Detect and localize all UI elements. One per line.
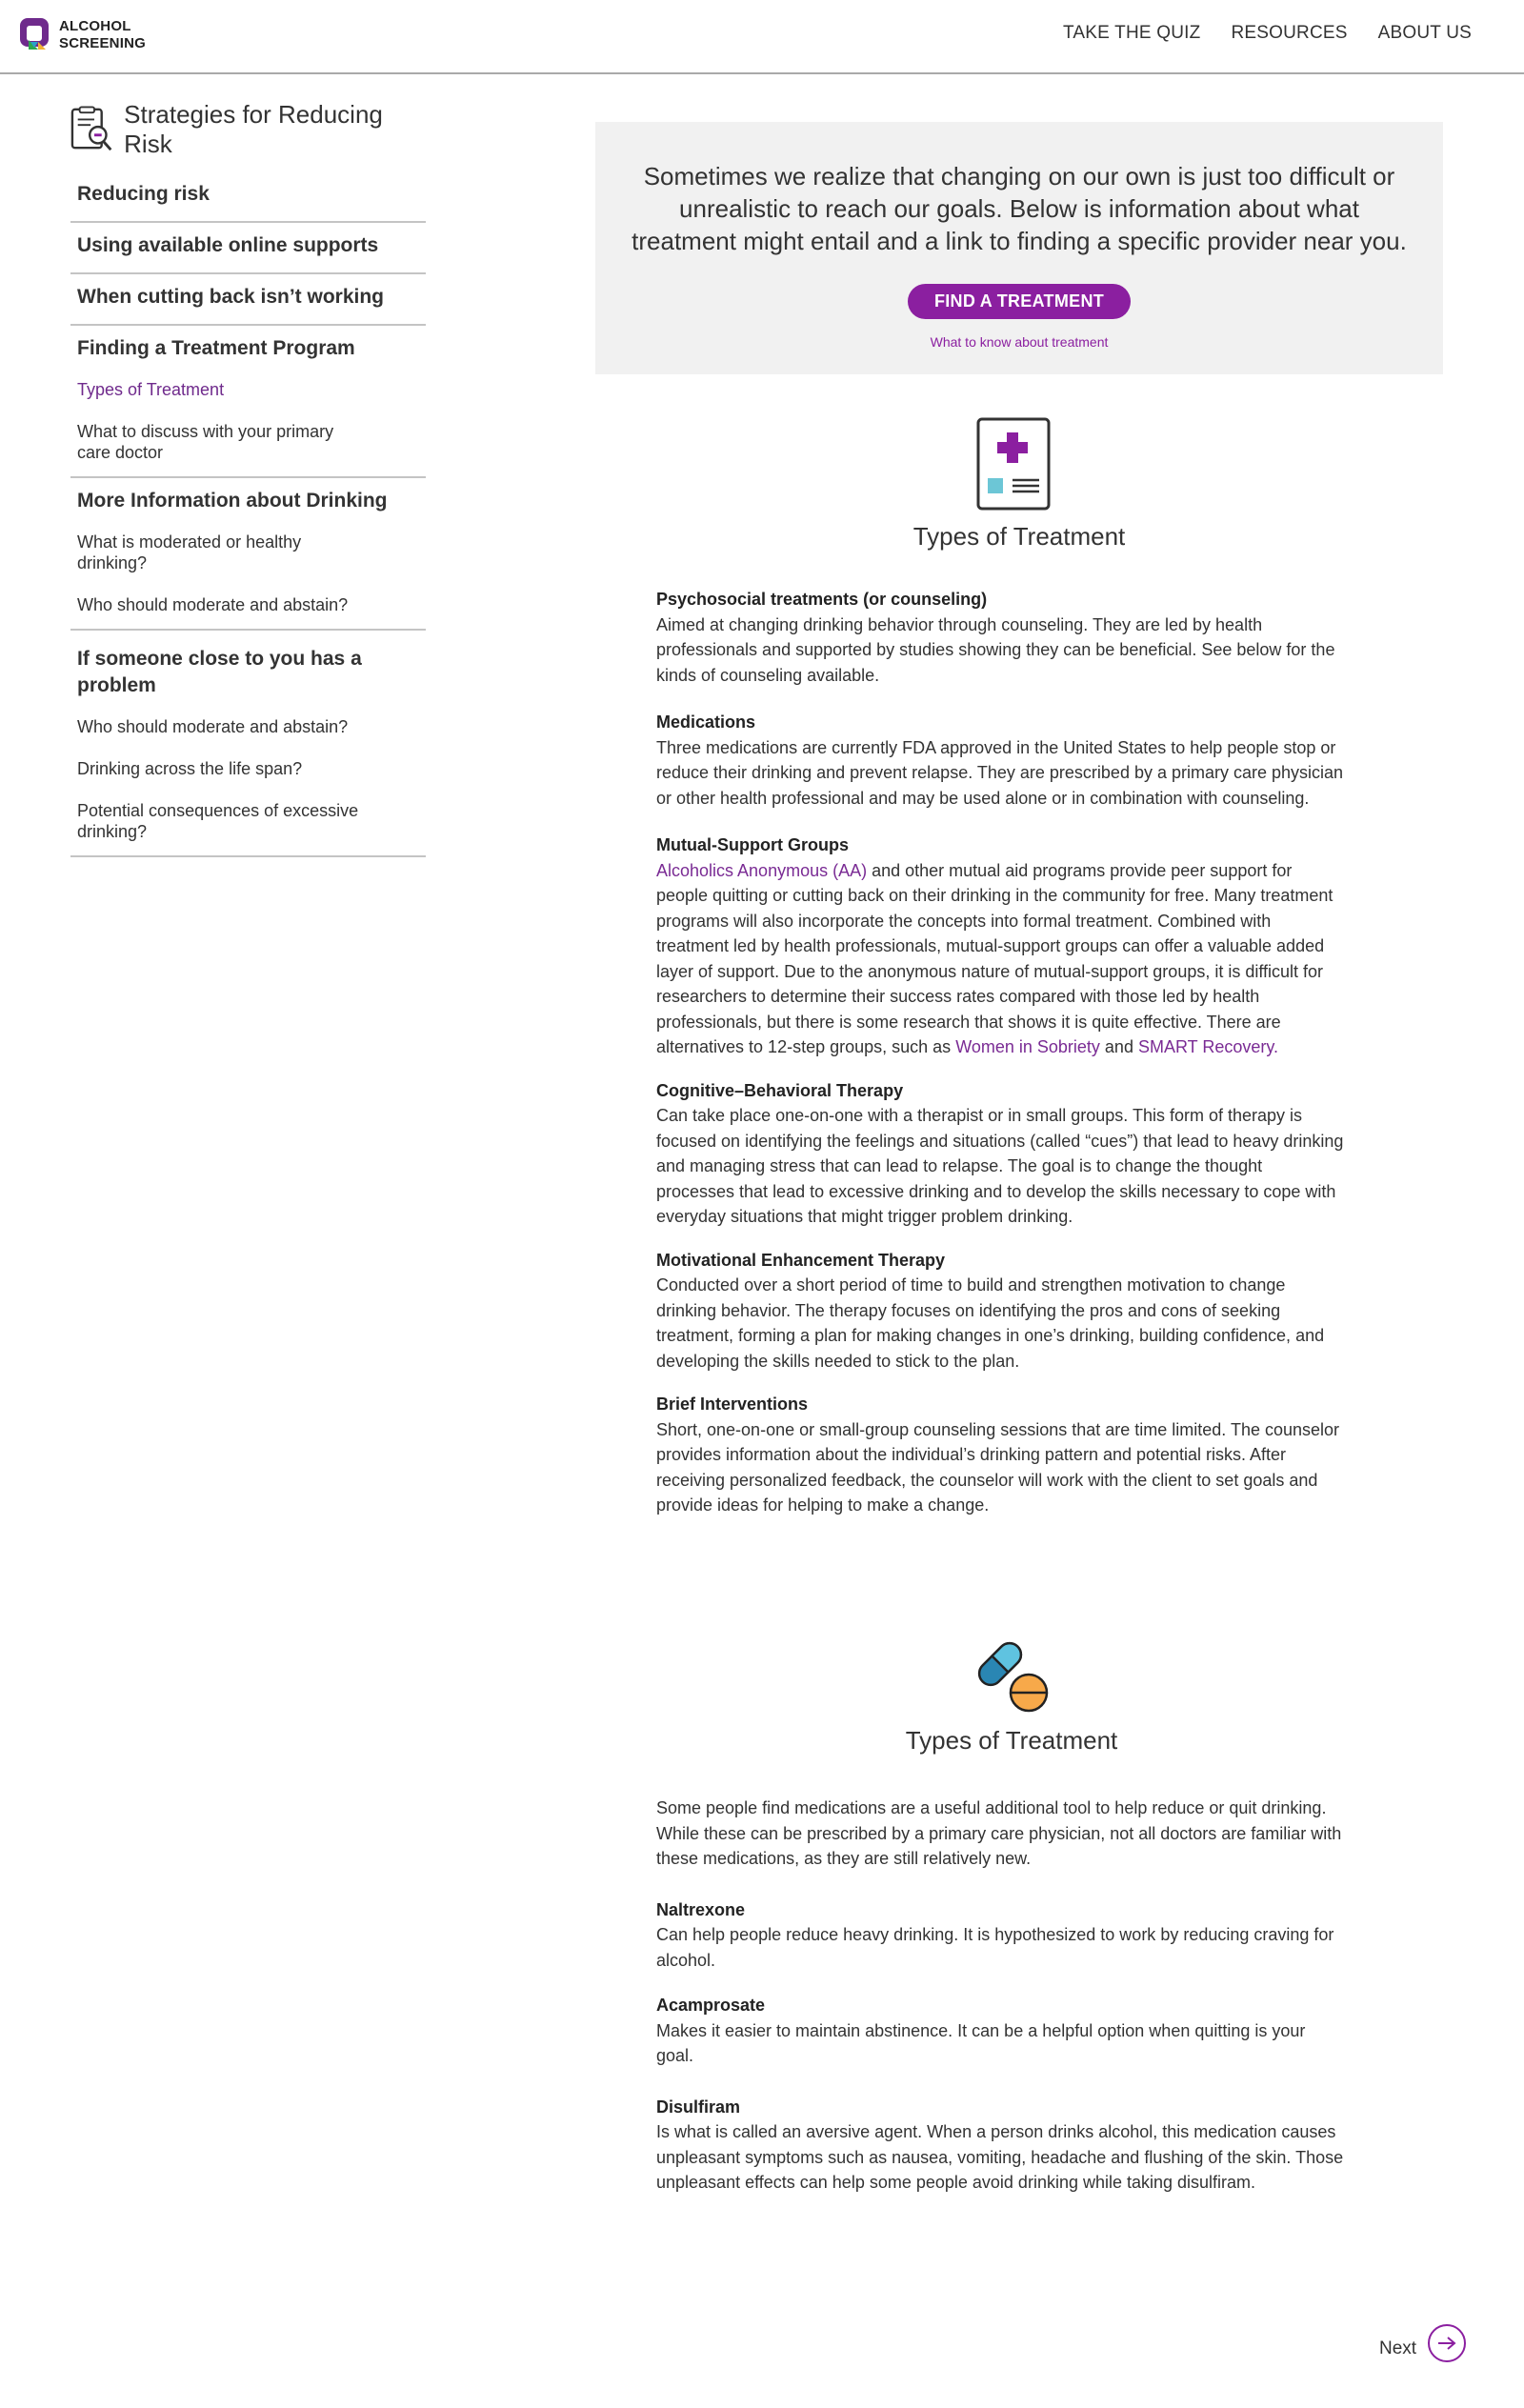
sidebar-link-online-supports[interactable]: Using available online supports bbox=[77, 234, 379, 256]
sidebar-section-cutting-back bbox=[70, 274, 426, 326]
medical-document-icon bbox=[976, 417, 1051, 511]
sidebar-link-someone-close[interactable]: If someone close to you has a problem bbox=[77, 648, 362, 696]
medication-item-body: Can help people reduce heavy drinking. It is hypothesized to work by reducing craving for alcohol. bbox=[656, 1925, 1334, 1970]
medication-item-disulfiram bbox=[656, 2095, 1344, 2196]
medication-item-title: Naltrexone bbox=[656, 1899, 746, 1919]
treatment-item-brief-interventions bbox=[656, 1392, 1344, 1518]
medication-item-body: Is what is called an aversive agent. When a person drinks alcohol, this medication causes unpleasant symptoms such as nausea, vomiting, headache and flushing of the skin. Those unpleasant effects can help some people avoid drinking while taking disulfiram. bbox=[656, 2122, 1344, 2192]
next-navigation[interactable] bbox=[1379, 2324, 1466, 2362]
treatment-callout bbox=[595, 122, 1443, 374]
medications-intro: Some people find medications are a useful additional tool to help reduce or quit drinking. While these can be prescribed by a primary care physician, not all doctors are familiar with these medications, as they are still relatively new. bbox=[656, 1798, 1342, 1868]
mutual-support-text-b: and bbox=[1099, 1037, 1138, 1056]
logo-line-2: SCREENING bbox=[59, 35, 146, 51]
sidebar-link-reducing-risk[interactable]: Reducing risk bbox=[77, 183, 210, 205]
treatment-item-medications bbox=[656, 710, 1344, 811]
find-a-treatment-button[interactable]: FIND A TREATMENT bbox=[908, 284, 1131, 319]
sidebar-header bbox=[70, 100, 426, 158]
logo-line-1: ALCOHOL bbox=[59, 18, 131, 34]
smart-recovery-link[interactable]: SMART Recovery. bbox=[1137, 1037, 1279, 1056]
clipboard-search-icon bbox=[70, 106, 114, 153]
treatment-item-body bbox=[656, 858, 1344, 1060]
sidebar-link-moderate-abstain[interactable]: Who should moderate and abstain? bbox=[77, 595, 349, 614]
sidebar-section-more-info bbox=[70, 478, 426, 631]
sidebar-link-consequences[interactable]: Potential consequences of excessive drinking? bbox=[77, 801, 359, 841]
logo-text bbox=[59, 18, 146, 52]
treatment-item-title: Psychosocial treatments (or counseling) bbox=[656, 590, 988, 609]
treatment-types-content bbox=[656, 587, 1344, 1518]
treatment-item-body: Can take place one-on-one with a therapist or in small groups. This form of therapy is focused on identifying the feelings and situations (called “cues”) that lead to heavy drinking and managing stress that can lead to relapse. The goal is to change the thought processes that lead to excessive drinking and to develop the skills necessary to cope with everyday situations that might trigger problem drinking. bbox=[656, 1106, 1344, 1226]
treatment-item-title: Brief Interventions bbox=[656, 1395, 809, 1414]
sidebar-link-moderated-drinking[interactable]: What is moderated or healthy drinking? bbox=[77, 532, 302, 572]
arrow-right-icon bbox=[1436, 2336, 1457, 2351]
sidebar-title: Strategies for Reducing Risk bbox=[124, 100, 383, 158]
treatment-item-title: Medications bbox=[656, 712, 756, 732]
sidebar-link-moderate-abstain-2[interactable]: Who should moderate and abstain? bbox=[77, 717, 349, 736]
medication-item-title: Disulfiram bbox=[656, 2097, 741, 2117]
treatment-item-mutual-support bbox=[656, 833, 1344, 1060]
what-to-know-link[interactable]: What to know about treatment bbox=[930, 334, 1109, 350]
sidebar-section-reducing-risk bbox=[70, 171, 426, 223]
women-in-sobriety-link[interactable]: Women in Sobriety bbox=[955, 1037, 1100, 1056]
medication-item-naltrexone bbox=[656, 1897, 1344, 1974]
treatment-item-body: Conducted over a short period of time to build and strengthen motivation to change drinking behavior. The therapy focuses on identifying the pros and cons of seeking treatment, forming a plan for making changes in one’s drinking, building confidence, and developing the skills needed to stick to the plan. bbox=[656, 1275, 1325, 1371]
logo-mark-icon bbox=[19, 17, 51, 53]
treatment-item-body: Short, one-on-one or small-group counseling sessions that are time limited. The counselor provides information about the individual’s drinking pattern and potential risks. After receiving personalized feedback, the counselor will work with the client to set goals and provide ideas for helping to make a change. bbox=[656, 1419, 1340, 1515]
pills-icon bbox=[972, 1634, 1052, 1716]
sidebar-link-types-of-treatment[interactable]: Types of Treatment bbox=[77, 380, 225, 399]
treatment-item-psychosocial bbox=[656, 587, 1344, 688]
treatment-item-title: Motivational Enhancement Therapy bbox=[656, 1250, 946, 1270]
top-nav bbox=[1033, 23, 1472, 44]
section-title-types-of-treatment: Types of Treatment bbox=[912, 522, 1126, 551]
treatment-item-body: Aimed at changing drinking behavior through counseling. They are led by health professionals and supported by studies showing they can be beneficial. See below for the kinds of counseling available. bbox=[656, 614, 1335, 685]
nav-resources[interactable]: RESOURCES bbox=[1231, 23, 1348, 43]
next-arrow-button[interactable] bbox=[1428, 2324, 1466, 2362]
aa-link[interactable]: Alcoholics Anonymous (AA) bbox=[656, 860, 868, 880]
sidebar-link-life-span[interactable]: Drinking across the life span? bbox=[77, 759, 303, 778]
treatment-item-cbt bbox=[656, 1078, 1344, 1230]
site-logo[interactable] bbox=[19, 17, 146, 53]
callout-text: Sometimes we realize that changing on our own is just too difficult or unrealistic to reach our goals. Below is information about what treatment might entail and a link to finding a specific provider near you. bbox=[632, 162, 1407, 255]
medication-item-title: Acamprosate bbox=[656, 1996, 766, 2015]
sidebar-link-treatment-program[interactable]: Finding a Treatment Program bbox=[77, 337, 355, 359]
treatment-item-title: Cognitive–Behavioral Therapy bbox=[656, 1080, 904, 1100]
treatment-item-title: Mutual-Support Groups bbox=[656, 835, 849, 854]
medications-content bbox=[656, 1796, 1344, 2196]
treatment-item-body: Three medications are currently FDA approved in the United States to help people stop or reduce their drinking and prevent relapse. They are prescribed by a primary care physician or other health professional and may be used alone or in combination with counseling. bbox=[656, 737, 1344, 808]
site-header bbox=[0, 0, 1524, 74]
sidebar-link-more-info[interactable]: More Information about Drinking bbox=[77, 490, 388, 512]
medication-item-body: Makes it easier to maintain abstinence. It can be a helpful option when quitting is your goal. bbox=[656, 2020, 1306, 2065]
sidebar-section-someone-close bbox=[70, 631, 426, 857]
sidebar-section-treatment-program bbox=[70, 326, 426, 478]
nav-about-us[interactable]: ABOUT US bbox=[1377, 23, 1472, 43]
mutual-support-text-a: and other mutual aid programs provide peer support for people quitting or cutting back on their drinking in the community for free. Many treatment programs will also incorporate the concepts into formal treatment. Combined with treatment led by health professionals, mutual-support groups can offer a valuable added layer of support. Due to the anonymous nature of mutual-support groups, it is difficult for researchers to determine their success rates compared with those led by health professionals, but there is some research that shows it is quite effective. There are alternatives to 12-step groups, such as bbox=[656, 860, 1334, 1056]
sidebar-link-cutting-back[interactable]: When cutting back isn’t working bbox=[77, 286, 385, 308]
sidebar-section-online-supports bbox=[70, 223, 426, 274]
sidebar bbox=[70, 100, 426, 857]
medication-item-acamprosate bbox=[656, 1993, 1344, 2069]
sidebar-link-primary-care-doctor[interactable]: What to discuss with your primary care doctor bbox=[77, 422, 334, 462]
treatment-item-met bbox=[656, 1248, 1344, 1375]
next-label: Next bbox=[1379, 2338, 1417, 2358]
nav-take-the-quiz[interactable]: TAKE THE QUIZ bbox=[1063, 23, 1201, 43]
section-title-medications: Types of Treatment bbox=[905, 1726, 1118, 1755]
